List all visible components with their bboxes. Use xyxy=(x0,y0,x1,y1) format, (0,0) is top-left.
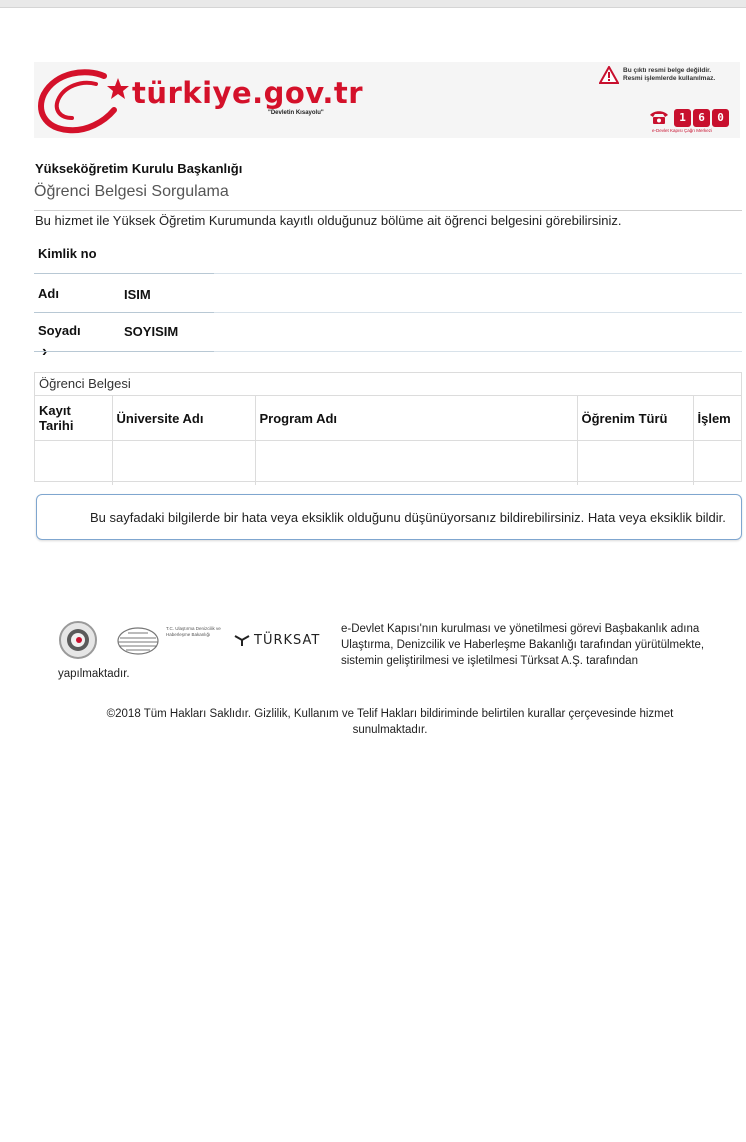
column-header-program: Program Adı xyxy=(255,396,577,441)
header-banner xyxy=(34,62,740,138)
column-header-education-type: Öğrenim Türü xyxy=(577,396,693,441)
ministry-name: T.C. Ulaştırma Denizcilik ve Haberleşme Bakanlığı xyxy=(166,626,221,637)
table-header-row xyxy=(35,396,741,441)
footer-about-tail: yapılmaktadır. xyxy=(58,668,130,680)
browser-top-bar xyxy=(0,0,746,8)
phone-icon xyxy=(648,109,670,125)
warning-line-2: Resmi işlemlerde kullanılmaz. xyxy=(623,75,716,82)
table-cell[interactable] xyxy=(693,441,741,486)
official-document-warning xyxy=(599,66,739,88)
ministry-logo-icon xyxy=(116,626,160,656)
surname-label: Soyadı xyxy=(38,323,81,338)
name-label: Adı xyxy=(38,286,59,301)
column-header-university: Üniversite Adı xyxy=(112,396,255,441)
column-header-registration-date: Kayıt Tarihi xyxy=(35,396,112,441)
warning-icon xyxy=(599,66,619,84)
hotline-160[interactable] xyxy=(648,106,740,136)
field-divider-accent xyxy=(34,312,214,313)
logo-slogan: "Devletin Kısayolu" xyxy=(268,110,324,116)
table-cell xyxy=(577,441,693,486)
error-report-text[interactable]: Bu sayfadaki bilgilerde bir hata veya eksiklik olduğunu düşünüyorsanız bildirebilirsiniz. Hata veya eksiklik bildir. xyxy=(90,510,726,525)
page-title: Öğrenci Belgesi Sorgulama xyxy=(34,183,229,200)
copyright-notice: ©2018 Tüm Hakları Saklıdır. Gizlilik, Kullanım ve Telif Hakları bildiriminde belirtilen kurallar çerçevesinde hizmet sunulmaktadır. xyxy=(106,708,674,736)
title-divider xyxy=(34,210,742,211)
turksat-wordmark: TÜRKSAT xyxy=(254,633,321,648)
field-divider-accent xyxy=(34,351,214,352)
turksat-logo-icon xyxy=(234,634,250,646)
table-cell xyxy=(112,441,255,486)
service-description: Bu hizmet ile Yüksek Öğretim Kurumunda kayıtlı olduğunuz bölüme ait öğrenci belgesini görebilirsiniz. xyxy=(35,213,622,228)
table-cell xyxy=(255,441,577,486)
surname-value: SOYISIM xyxy=(124,324,179,339)
footer-logos xyxy=(58,618,328,660)
warning-line-1: Bu çıktı resmi belge değildir. xyxy=(623,67,712,74)
field-divider-accent xyxy=(34,273,214,274)
logo-wordmark[interactable]: türkiye.gov.tr xyxy=(132,76,364,110)
hotline-caption: e-Devlet Kapısı Çağrı Merkezi xyxy=(652,128,713,133)
name-value: ISIM xyxy=(124,287,151,302)
column-header-action: İşlem xyxy=(693,396,741,441)
footer-about-text: e-Devlet Kapısı'nın kurulması ve yönetilmesi görevi Başbakanlık adına Ulaştırma, Denizcilik ve Haberleşme Bakanlığı tarafından yürütülmekte, sistemin geliştirilmesi ve işletilmesi Türksat A.Ş. tarafından xyxy=(341,623,705,667)
table-cell xyxy=(35,441,112,486)
student-certificate-panel xyxy=(34,372,742,482)
hotline-digit: 1 xyxy=(674,109,691,127)
chevron-right-icon[interactable] xyxy=(42,343,47,361)
turkiye-gov-logo-icon[interactable] xyxy=(34,64,134,136)
identity-label: Kimlik no xyxy=(38,246,97,261)
prime-ministry-seal-icon xyxy=(58,620,98,660)
hotline-digit: 0 xyxy=(712,109,729,127)
table-row xyxy=(35,441,741,486)
table-caption: Öğrenci Belgesi xyxy=(39,376,131,391)
error-report-notice xyxy=(36,494,742,540)
institution-name: Yükseköğretim Kurulu Başkanlığı xyxy=(35,161,243,176)
hotline-digit: 6 xyxy=(693,109,710,127)
student-certificate-table xyxy=(35,395,741,485)
